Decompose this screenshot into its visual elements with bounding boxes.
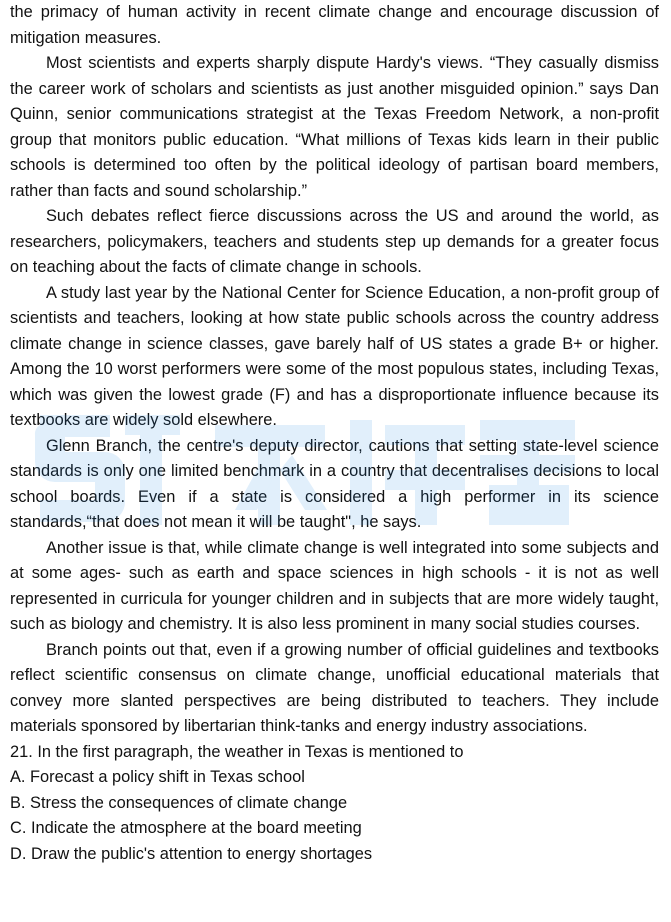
paragraph-4: A study last year by the National Center for Science Education, a non-profit group of scientists and teachers, looking at how state public schools across the country address climate change in science classes, gave barely half of US states a grade B+ or higher. Among the 10 worst performers were some of the most populous states, including Texas, which was given the lowest grade (F) and has a disproportionate influence because its textbooks are widely sold elsewhere. [10,283,659,429]
option-c: C. Indicate the atmosphere at the board meeting [10,819,362,837]
option-a: A. Forecast a policy shift in Texas school [10,768,305,786]
document-page [10,0,659,867]
paragraph-3: Such debates reflect fierce discussions across the US and around the world, as researchers, policymakers, teachers and students step up demands for a greater focus on teaching about the facts of climate change in schools. [10,207,659,276]
option-d: D. Draw the public's attention to energy shortages [10,844,373,863]
option-b: B. Stress the consequences of climate change [10,793,348,812]
paragraph-1: the primacy of human activity in recent climate change and encourage discussion of mitigation measures. [10,3,659,47]
paragraph-6: Another issue is that, while climate change is well integrated into some subjects and at some ages- such as earth and space sciences in high schools - it is not as well represented in curricula for younger children and in subjects that are more widely taught, such as biology and chemistry. It is also less prominent in many social studies courses. [10,538,659,633]
paragraph-2: Most scientists and experts sharply dispute Hardy's views. “They casually dismiss the career work of scholars and scientists as just another misguided opinion.” says Dan Quinn, senior communications strategist at the Texas Freedom Network, a non-profit group that monitors public education. “What millions of Texas kids learn in their public schools is determined too often by the political ideology of partisan board members, rather than facts and sound scholarship.” [10,54,659,200]
paragraph-5: Glenn Branch, the centre's deputy director, cautions that setting state-level science standards is only one limited benchmark in a country that decentralises decisions to local school boards. Even if a state is considered a high performer in its science standards,“that does not mean it will be taught", he says. [10,436,659,531]
paragraph-7: Branch points out that, even if a growing number of official guidelines and textbooks reflect scientific consensus on climate change, unofficial educational materials that convey more slanted perspectives are being distributed to teachers. They include materials sponsored by libertarian think-tanks and energy industry associations. [10,640,659,735]
question-stem: 21. In the first paragraph, the weather in Texas is mentioned to [10,742,464,761]
